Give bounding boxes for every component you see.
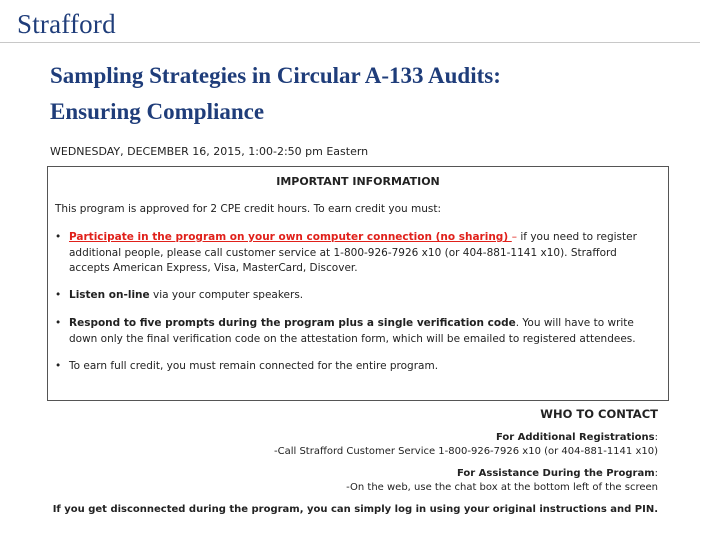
registration-contact-detail: -Call Strafford Customer Service 1-800-926-7926 x10 (or 404-881-1141 x10) [273, 446, 658, 457]
registration-label: For Additional Registrations [495, 432, 655, 443]
listen-online-detail: via your computer speakers. [149, 289, 304, 301]
list-item [55, 359, 659, 375]
full-credit-note: To earn full credit, you must remain connected for the entire program. [69, 360, 439, 372]
bullet-marker: • [55, 289, 62, 301]
page-title [50, 58, 690, 130]
bullet-marker: • [55, 360, 62, 372]
disconnect-note: If you get disconnected during the program, you can simply log in using your original instructions and PIN. [52, 504, 658, 515]
list-item [55, 316, 659, 347]
respond-prompts-detail: . You will have to write down only the final verification code on the attestation form, which will be emailed to registered attendees. [69, 317, 636, 345]
box-heading: IMPORTANT INFORMATION [276, 175, 440, 188]
strafford-logo: Strafford [17, 9, 116, 39]
title-line-1: Sampling Strategies in Circular A-133 Audits: [50, 63, 501, 88]
bullet-marker: • [55, 317, 62, 329]
list-item [55, 230, 659, 277]
important-information-box [47, 166, 669, 401]
dash-separator: – [511, 231, 518, 243]
event-date: WEDNESDAY, DECEMBER 16, 2015, 1:00-2:50 pm Eastern [50, 145, 369, 158]
registration-note: if you need to register additional people, please call customer service at 1-800-926-7926 x10 (or 404-881-1141 x10). Strafford accepts American Express, Visa, MasterCard, Discover. [69, 231, 637, 274]
respond-prompts-label: Respond to five prompts during the program plus a single verification code [69, 317, 516, 329]
header-divider [0, 42, 700, 43]
registration-contact-label [496, 432, 658, 443]
listen-online-label: Listen on-line [69, 289, 150, 301]
assistance-contact-detail: -On the web, use the chat box at the bottom left of the screen [346, 482, 658, 493]
own-connection-requirement: Participate in the program on your own computer connection (no sharing) [69, 231, 512, 243]
assistance-colon: : [654, 468, 658, 479]
list-item [55, 288, 659, 304]
who-to-contact-heading: WHO TO CONTACT [540, 407, 658, 421]
credit-intro: This program is approved for 2 CPE credit hours. To earn credit you must: [55, 203, 442, 215]
bullet-marker: • [55, 231, 62, 243]
registration-colon: : [654, 432, 658, 443]
title-line-2: Ensuring Compliance [50, 99, 265, 124]
assistance-contact-label [457, 468, 658, 479]
assistance-label: For Assistance During the Program [456, 468, 655, 479]
